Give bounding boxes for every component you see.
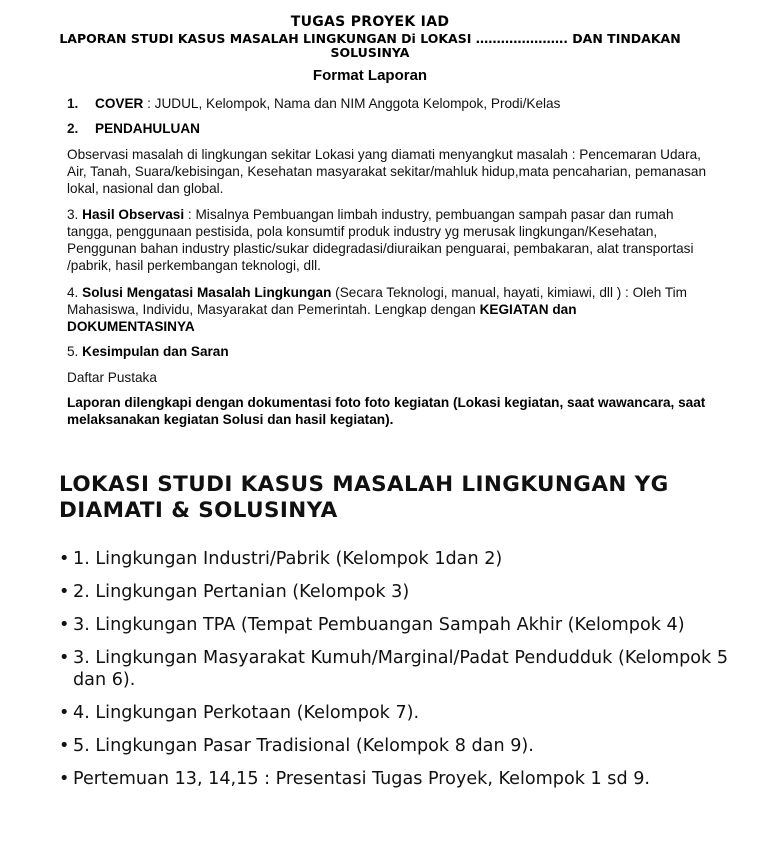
lokasi-list-item bbox=[59, 647, 749, 691]
section-kesimpulan bbox=[67, 343, 707, 360]
lokasi-heading: LOKASI STUDI KASUS MASALAH LINGKUNGAN YG DIAMATI & SOLUSINYA bbox=[59, 472, 669, 523]
format-heading: Format Laporan bbox=[312, 67, 428, 84]
section-text: : JUDUL, Kelompok, Nama dan NIM Anggota Kelompok, Prodi/Kelas bbox=[143, 96, 561, 111]
section-number: 5. bbox=[67, 344, 79, 359]
section-label: COVER bbox=[95, 96, 144, 111]
lokasi-list-item bbox=[59, 614, 749, 636]
lokasi-item-text: 4. Lingkungan Perkotaan (Kelompok 7). bbox=[73, 703, 420, 723]
section-label: Hasil Observasi bbox=[82, 207, 185, 222]
lokasi-list-item bbox=[59, 581, 749, 603]
section-emphasis: KEGIATAN dan DOKUMENTASINYA bbox=[67, 302, 577, 334]
section-label: Solusi Mengatasi Masalah Lingkungan bbox=[82, 285, 332, 300]
section-hasil bbox=[67, 206, 707, 274]
lokasi-item-text: 3. Lingkungan TPA (Tempat Pembuangan Sampah Akhir (Kelompok 4) bbox=[73, 615, 685, 635]
bullet-icon: • bbox=[59, 736, 70, 756]
section-cover bbox=[67, 95, 707, 112]
section-pendahuluan bbox=[67, 120, 707, 137]
bullet-icon: • bbox=[59, 615, 70, 635]
lokasi-list bbox=[59, 548, 749, 801]
observasi-paragraph: Observasi masalah di lingkungan sekitar Lokasi yang diamati menyangkut masalah : Pencemaran Udara, Air, Tanah, Suara/kebisingan, Kesehatan masyarakat sekitar/mahluk hidup,mata pencaharian, pemanasan lokal, nasional dan global. bbox=[67, 147, 707, 196]
documentation-note: Laporan dilengkapi dengan dokumentasi foto foto kegiatan (Lokasi kegiatan, saat wawancara, saat melaksanakan kegiatan Solusi dan hasil kegiatan). bbox=[67, 395, 706, 427]
lokasi-item-text: 5. Lingkungan Pasar Tradisional (Kelompok 8 dan 9). bbox=[73, 736, 534, 756]
section-solusi bbox=[67, 284, 707, 335]
section-text: (Secara Teknologi, manual, hayati, kimiawi, dll ) : Oleh Tim Mahasiswa, Individu, Masyarakat dan Pemerintah. Lengkap dengan bbox=[67, 285, 687, 317]
lokasi-list-item bbox=[59, 735, 749, 757]
bullet-icon: • bbox=[59, 703, 70, 723]
bullet-icon: • bbox=[59, 648, 70, 668]
lokasi-item-text: Pertemuan 13, 14,15 : Presentasi Tugas Proyek, Kelompok 1 sd 9. bbox=[73, 769, 651, 789]
lokasi-item-text: 3. Lingkungan Masyarakat Kumuh/Marginal/Padat Pendudduk (Kelompok 5 dan 6). bbox=[73, 648, 729, 690]
section-number: 1. bbox=[67, 96, 79, 111]
document-subtitle: LAPORAN STUDI KASUS MASALAH LINGKUNGAN Di LOKASI …………………. DAN TINDAKAN SOLUSINYA bbox=[59, 31, 681, 60]
bullet-icon: • bbox=[59, 549, 70, 569]
lokasi-list-item bbox=[59, 702, 749, 724]
bullet-icon: • bbox=[59, 582, 70, 602]
document-title: TUGAS PROYEK IAD bbox=[290, 14, 450, 30]
lokasi-list-item bbox=[59, 548, 749, 570]
bullet-icon: • bbox=[59, 769, 70, 789]
section-label: PENDAHULUAN bbox=[95, 121, 200, 136]
lokasi-item-text: 2. Lingkungan Pertanian (Kelompok 3) bbox=[73, 582, 410, 602]
section-label: Kesimpulan dan Saran bbox=[82, 344, 229, 359]
section-number: 3. bbox=[67, 207, 79, 222]
section-number: 2. bbox=[67, 121, 79, 136]
section-number: 4. bbox=[67, 285, 79, 300]
daftar-pustaka: Daftar Pustaka bbox=[67, 370, 157, 385]
lokasi-list-item bbox=[59, 768, 749, 790]
lokasi-item-text: 1. Lingkungan Industri/Pabrik (Kelompok 1dan 2) bbox=[73, 549, 503, 569]
section-text: : Misalnya Pembuangan limbah industry, pembuangan sampah pasar dan rumah tangga, penggunaan pestisida, pola konsumtif produk industry yg merusak lingkungan/Kesehatan, Penggunan bahan industry plastic/sukar didegradasi/diuraikan penguarai, pembakaran, alat transportasi /pabrik, hasil perkembangan teknologi, dll. bbox=[67, 207, 694, 273]
